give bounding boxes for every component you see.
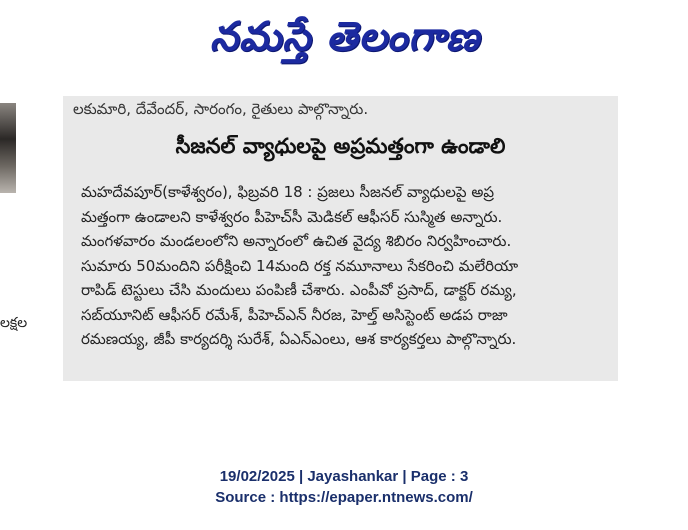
footer-source: Source : https://epaper.ntnews.com/ <box>215 489 473 506</box>
body-line: మంగళవారం మండలంలోని అన్నారంలో ఉచిత వైద్య శిబిరం నిర్వహించారు. <box>81 232 512 250</box>
adjacent-text-fragment: లక్షల <box>0 315 28 331</box>
article-headline: సీజనల్ వ్యాధులపై అప్రమత్తంగా ఉండాలి <box>175 134 506 158</box>
body-line: మహదేవపూర్(కాళేశ్వరం), ఫిబ్రవరి 18 : ప్రజలు సీజనల్ వ్యాధులపై అప్ర <box>81 183 495 201</box>
previous-article-line: లకుమారి, దేవేందర్, సారంగం, రైతులు పాల్గొన్నారు. <box>73 100 369 118</box>
article-body <box>81 180 609 352</box>
adjacent-photo-fragment <box>0 103 16 193</box>
news-clipping <box>63 96 618 381</box>
footer-date-page: 19/02/2025 | Jayashankar | Page : 3 <box>219 468 469 485</box>
body-line: రాపిడ్ టెస్టులు చేసి మందులు పంపిణీ చేశారు. ఎంపీవో ప్రసాద్, డాక్టర్ రమ్య, <box>81 281 517 299</box>
body-line: సుమారు 50మందిని పరీక్షించి 14మంది రక్త నమూనాలు సేకరించి మలేరియా <box>81 256 519 275</box>
page-footer <box>0 466 688 508</box>
masthead-logo <box>130 6 560 76</box>
body-line: రమణయ్య, జీపీ కార్యదర్శి సురేశ్, ఏఎన్‌ఎంలు, ఆశ కార్యకర్తలు పాల్గొన్నారు. <box>81 330 517 348</box>
body-line: మత్తంగా ఉండాలని కాళేశ్వరం పీహెచ్‌సీ మెడికల్ ఆఫీసర్ సుస్మిత అన్నారు. <box>81 207 503 226</box>
masthead-title: నమస్తే తెలంగాణ <box>209 12 481 60</box>
body-line: సబ్‌యూనిట్ ఆఫీసర్ రమేశ్, పీహెచ్‌ఎన్ నీరజ, హెల్త్ అసిస్టెంట్ అడప రాజా <box>81 305 508 324</box>
